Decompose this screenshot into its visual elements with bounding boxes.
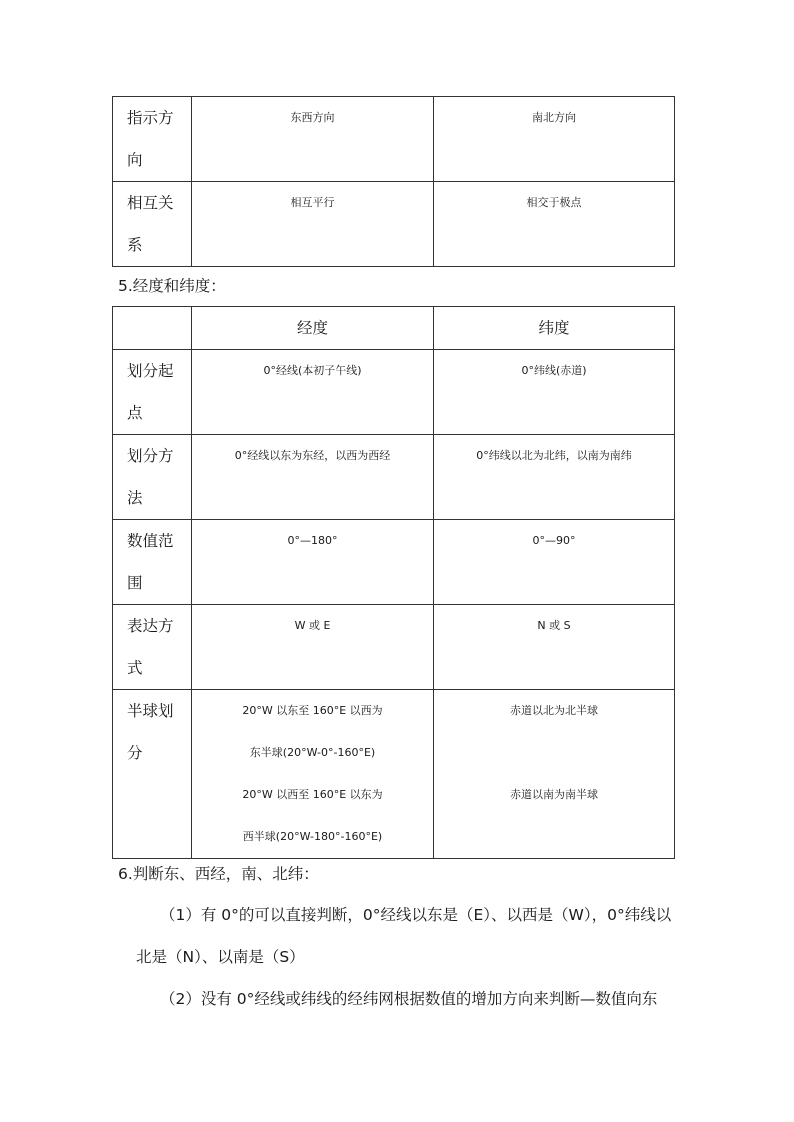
cell-latitude-hemisphere: 赤道以北为北半球 赤道以南为南半球 — [434, 690, 675, 859]
cell-latitude-origin: 0°纬线(赤道) — [434, 350, 675, 435]
row-label-notation: 表达方 式 — [113, 605, 192, 690]
cell-parallel-relation: 相互平行 — [192, 182, 434, 267]
cell-parallel-direction: 东西方向 — [192, 97, 434, 182]
table-row — [113, 520, 675, 605]
cell-longitude-notation: W 或 E — [192, 605, 434, 690]
row-label-origin: 划分起 点 — [113, 350, 192, 435]
row-label-range: 数值范 围 — [113, 520, 192, 605]
cell-longitude-origin: 0°经线(本初子午线) — [192, 350, 434, 435]
cell-longitude-hemisphere: 20°W 以东至 160°E 以西为 东半球(20°W-0°-160°E) 20°W 以西至 160°E 以东为 西半球(20°W-180°-160°E) — [192, 690, 434, 859]
cell-latitude-method: 0°纬线以北为北纬，以南为南纬 — [434, 435, 675, 520]
section-5-heading: 5.经度和纬度： — [118, 277, 226, 295]
table-row — [113, 690, 675, 859]
table-row — [113, 350, 675, 435]
table-row — [113, 97, 675, 182]
row-label-relation: 相互关 系 — [113, 182, 192, 267]
longitude-latitude-table — [112, 306, 675, 859]
row-label-method: 划分方 法 — [113, 435, 192, 520]
paragraph-1-line-1: （1）有 0°的可以直接判断，0°经线以东是（E）、以西是（W），0°纬线以 — [160, 906, 672, 924]
header-blank — [113, 307, 192, 350]
row-label-hemisphere: 半球划 分 — [113, 690, 192, 859]
paragraph-2-line-1: （2）没有 0°经线或纬线的经纬网根据数值的增加方向来判断—数值向东 — [160, 990, 658, 1008]
section-6-heading: 6.判断东、西经，南、北纬： — [118, 865, 319, 883]
table-header-row — [113, 307, 675, 350]
table-row — [113, 605, 675, 690]
paragraph-1-line-2: 北是（N）、以南是（S） — [136, 948, 305, 966]
header-longitude: 经度 — [192, 307, 434, 350]
cell-latitude-range: 0°—90° — [434, 520, 675, 605]
cell-meridian-relation: 相交于极点 — [434, 182, 675, 267]
table-row — [113, 435, 675, 520]
cell-longitude-method: 0°经线以东为东经，以西为西经 — [192, 435, 434, 520]
row-label-direction: 指示方 向 — [113, 97, 192, 182]
header-latitude: 纬度 — [434, 307, 675, 350]
grid-direction-table — [112, 96, 675, 267]
table-row — [113, 182, 675, 267]
cell-longitude-range: 0°—180° — [192, 520, 434, 605]
cell-meridian-direction: 南北方向 — [434, 97, 675, 182]
cell-latitude-notation: N 或 S — [434, 605, 675, 690]
